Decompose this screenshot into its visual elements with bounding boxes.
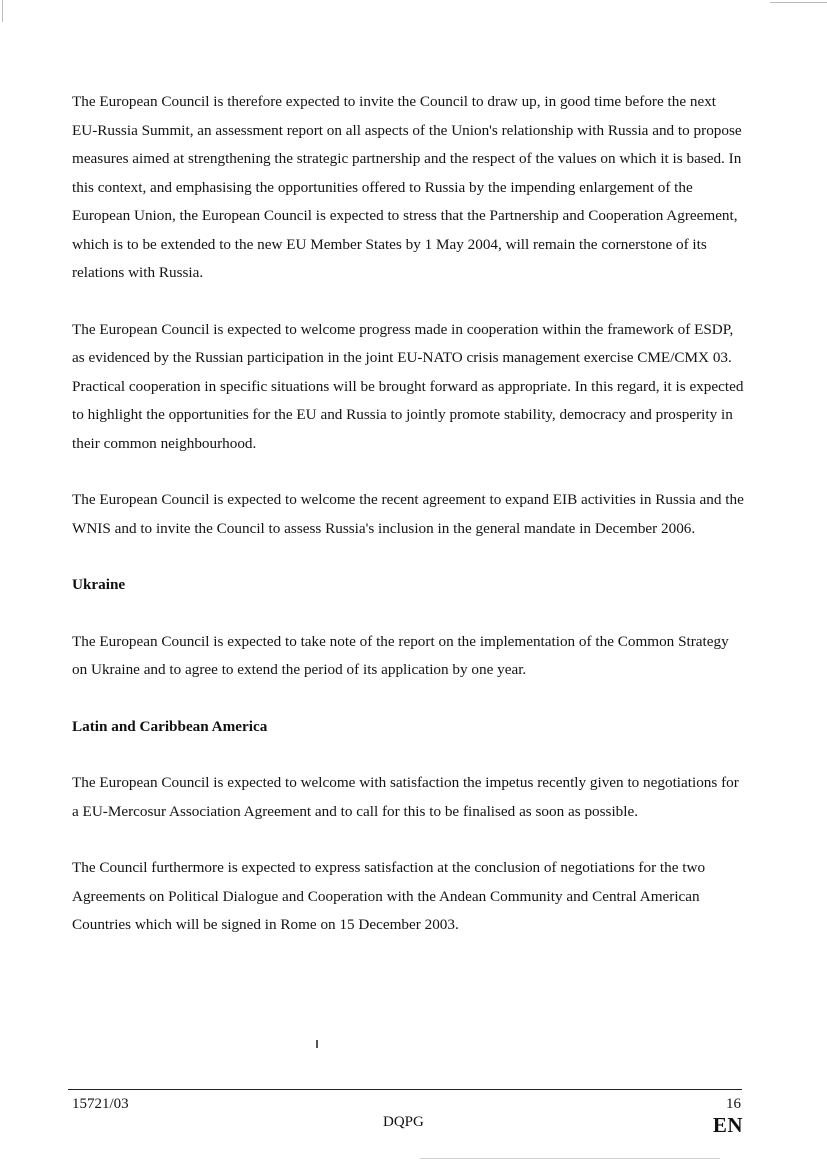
paragraph-russia-esdp: The European Council is expected to welcome progress made in cooperation within the framework of ESDP, as evidenced by the Russian participation in the joint EU-NATO crisis management exercise CME/CMX 03. Practical cooperation in specific situations will be brought forward as appropriate. In this regard, it is expected to highlight the opportunities for the EU and Russia to jointly promote stability, democracy and prosperity in their common neighbourhood.: [72, 320, 744, 452]
footer-document-reference: 15721/03: [72, 1096, 129, 1112]
footer-rule: [68, 1089, 742, 1090]
scan-speck: [316, 1040, 318, 1048]
footer-unit-code: DQPG: [383, 1114, 424, 1130]
footer-page-number: 16: [726, 1096, 741, 1112]
paragraph-ukraine: The European Council is expected to take note of the report on the implementation of the Common Strategy on Ukraine and to agree to extend the period of its application by one year.: [72, 632, 729, 678]
document-body: [72, 88, 744, 940]
scan-edge-left: [2, 0, 3, 22]
paragraph-mercosur: The European Council is expected to welcome with satisfaction the impetus recently given to negotiations for a EU-Mercosur Association Agreement and to call for this to be finalised as soon as possible.: [72, 774, 739, 820]
heading-ukraine: Ukraine: [72, 576, 126, 593]
heading-latin-caribbean-america: Latin and Caribbean America: [72, 717, 268, 735]
paragraph-andean-central-america: The Council furthermore is expected to express satisfaction at the conclusion of negotiations for the two Agreements on Political Dialogue and Cooperation with the Andean Community and Central American Countries which will be signed in Rome on 15 December 2003.: [72, 859, 706, 933]
paragraph-russia-assessment: The European Council is therefore expected to invite the Council to draw up, in good time before the next EU-Russia Summit, an assessment report on all aspects of the Union's relationship with Russia and to propose measures aimed at strengthening the strategic partnership and the respect of the values on which it is based. In this context, and emphasising the opportunities offered to Russia by the impending enlargement of the European Union, the European Council is expected to stress that the Partnership and Cooperation Agreement, which is to be extended to the new EU Member States by 1 May 2004, will remain the cornerstone of its relations with Russia.: [72, 93, 742, 281]
scan-edge-top-right: [770, 2, 827, 3]
paragraph-russia-eib: The European Council is expected to welcome the recent agreement to expand EIB activities in Russia and the WNIS and to invite the Council to assess Russia's inclusion in the general mandate in December 2006.: [72, 491, 744, 537]
footer-language-code: EN: [712, 1113, 743, 1137]
scan-edge-bottom: [420, 1158, 720, 1159]
